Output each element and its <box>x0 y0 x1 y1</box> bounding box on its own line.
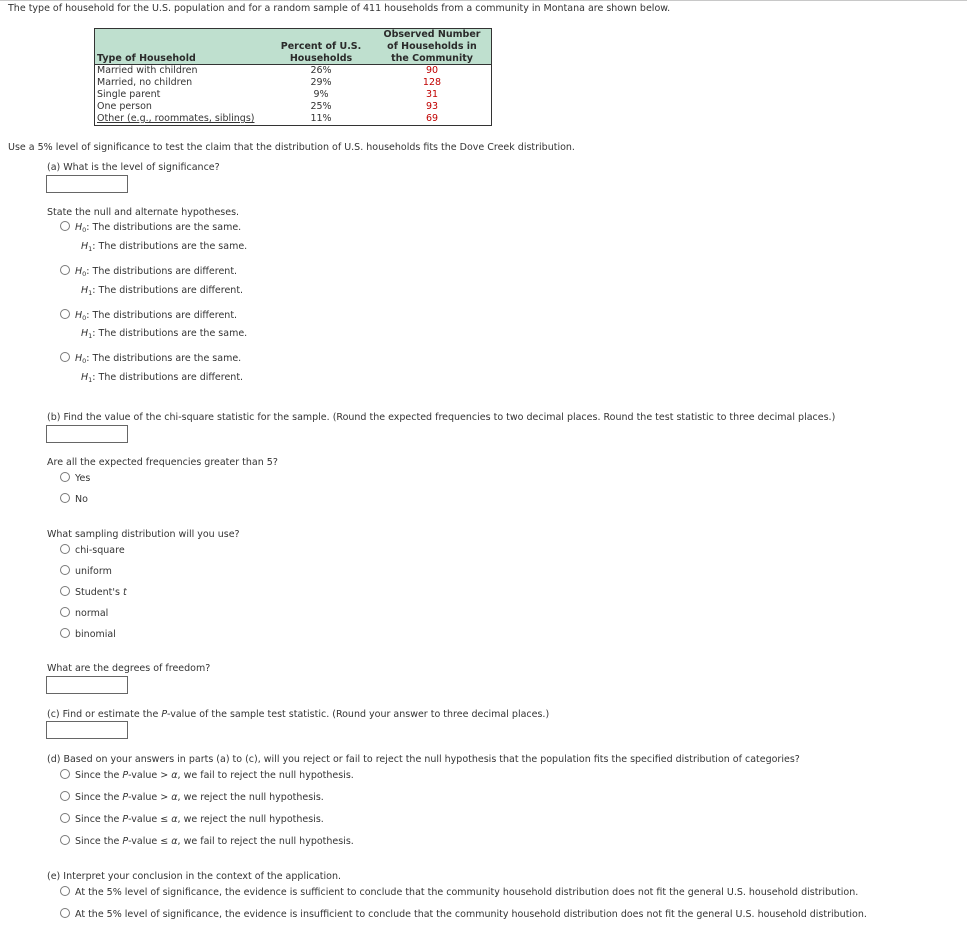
dist-uniform-label: uniform <box>75 566 112 577</box>
hypothesis-option-4-radio[interactable] <box>60 352 70 362</box>
h1-symbol: H <box>81 285 89 296</box>
interpretation-option-2-label: At the 5% level of significance, the evidence is insufficient to conclude that the community household distribution does not fit the general U.S. household distribution. <box>75 909 867 920</box>
h0-text: : The distributions are the same. <box>86 222 242 233</box>
interpretation-option-2-radio[interactable] <box>60 908 70 918</box>
dist-normal-label: normal <box>75 608 109 619</box>
significance-input[interactable] <box>46 175 128 193</box>
row-percent: 26% <box>310 65 332 76</box>
since-text: Since the <box>75 792 123 803</box>
interpretation-option-1-radio[interactable] <box>60 886 70 896</box>
value-text: -value <box>128 814 161 825</box>
header-percent-line2: Households <box>289 53 353 64</box>
dist-binomial-radio[interactable] <box>60 628 70 638</box>
row-percent: 25% <box>310 101 332 112</box>
alpha-symbol: α <box>171 770 178 781</box>
h0-symbol: H <box>75 266 83 277</box>
dist-binomial-label: binomial <box>75 629 116 640</box>
h0-symbol: H <box>75 353 83 364</box>
chi-square-input[interactable] <box>46 425 128 443</box>
row-observed: 128 <box>422 77 442 88</box>
hypothesis-option-1-h0 <box>75 222 241 234</box>
part-c-post: -value of the sample test statistic. (Round your answer to three decimal places.) <box>167 709 550 720</box>
decision-option-2-radio[interactable] <box>60 791 70 801</box>
p-symbol: P <box>122 792 129 803</box>
dist-uniform-radio[interactable] <box>60 565 70 575</box>
expected-frequencies-prompt: Are all the expected frequencies greater than 5? <box>47 457 278 468</box>
hypothesis-option-3-h0 <box>75 310 237 322</box>
table-row <box>95 65 491 77</box>
row-observed: 90 <box>425 65 439 76</box>
comparison-operator: ≤ <box>160 836 169 847</box>
since-text: Since the <box>75 836 123 847</box>
students-label: Student's <box>75 587 123 598</box>
p-symbol: P <box>122 814 129 825</box>
expected-yes-label: Yes <box>75 473 91 484</box>
decision-option-3-radio[interactable] <box>60 813 70 823</box>
h1-subscript: 1 <box>88 376 93 384</box>
alpha-symbol: α <box>171 814 178 825</box>
p-symbol: P <box>122 836 129 847</box>
comparison-operator: ≤ <box>160 814 169 825</box>
alpha-symbol: α <box>171 836 178 847</box>
comparison-operator: > <box>160 770 169 781</box>
part-d-question: (d) Based on your answers in parts (a) to (c), will you reject or fail to reject the null hypothesis that the population fits the specified distribution of categories? <box>47 754 800 765</box>
h0-subscript: 0 <box>82 270 87 278</box>
h1-symbol: H <box>81 372 89 383</box>
hypothesis-option-2-h0 <box>75 266 237 278</box>
interpretation-option-1-label: At the 5% level of significance, the evidence is sufficient to conclude that the community household distribution does not fit the general U.S. household distribution. <box>75 887 859 898</box>
decision-rest: , we reject the null hypothesis. <box>177 792 324 803</box>
table-row <box>95 101 491 113</box>
h1-text: : The distributions are the same. <box>92 328 248 339</box>
row-percent: 11% <box>310 113 332 124</box>
header-observed <box>377 29 487 65</box>
decision-option-2-label <box>75 792 324 803</box>
expected-no-radio[interactable] <box>60 493 70 503</box>
hypothesis-option-2-h1 <box>81 285 243 297</box>
hypothesis-option-4-h1 <box>81 372 243 384</box>
hypothesis-option-4-h0 <box>75 353 241 365</box>
p-value-input[interactable] <box>46 721 128 739</box>
table-row <box>95 89 491 101</box>
part-b-question: (b) Find the value of the chi-square statistic for the sample. (Round the expected frequencies to two decimal places. Round the test statistic to three decimal places.) <box>47 412 836 423</box>
h1-text: : The distributions are the same. <box>92 241 248 252</box>
top-divider <box>0 0 967 1</box>
dist-chi-square-radio[interactable] <box>60 544 70 554</box>
t-symbol: t <box>122 587 127 598</box>
h0-text: : The distributions are the same. <box>86 353 242 364</box>
h0-subscript: 0 <box>82 314 87 322</box>
part-a-question: (a) What is the level of significance? <box>47 162 220 173</box>
h0-subscript: 0 <box>82 357 87 365</box>
p-symbol: P <box>122 770 129 781</box>
h0-subscript: 0 <box>82 226 87 234</box>
h1-text: : The distributions are different. <box>92 285 244 296</box>
h0-symbol: H <box>75 310 83 321</box>
value-text: -value <box>128 770 161 781</box>
decision-rest: , we fail to reject the null hypothesis. <box>177 770 354 781</box>
part-e-question: (e) Interpret your conclusion in the context of the application. <box>47 871 341 882</box>
part-c-question <box>47 709 549 720</box>
header-percent-line1: Percent of U.S. <box>280 41 362 52</box>
header-observed-line1: Observed Number <box>383 29 481 40</box>
dist-chi-square-label: chi-square <box>75 545 125 556</box>
header-type: Type of Household <box>97 53 196 64</box>
hypothesis-option-2-radio[interactable] <box>60 265 70 275</box>
p-symbol: P <box>161 709 168 720</box>
dist-students-t-label <box>75 587 127 598</box>
expected-yes-radio[interactable] <box>60 472 70 482</box>
alpha-symbol: α <box>171 792 178 803</box>
decision-rest: , we fail to reject the null hypothesis. <box>177 836 354 847</box>
h1-subscript: 1 <box>88 332 93 340</box>
expected-no-label: No <box>75 494 88 505</box>
hypotheses-prompt: State the null and alternate hypotheses. <box>47 207 240 218</box>
part-c-pre: (c) Find or estimate the <box>47 709 162 720</box>
row-type: Married, no children <box>97 77 193 88</box>
h0-text: : The distributions are different. <box>86 310 238 321</box>
row-observed: 69 <box>425 113 439 124</box>
table-row <box>95 113 491 125</box>
decision-option-1-label <box>75 770 354 781</box>
since-text: Since the <box>75 770 123 781</box>
row-percent: 29% <box>310 77 332 88</box>
hypothesis-option-3-radio[interactable] <box>60 309 70 319</box>
row-type: Other (e.g., roommates, siblings) <box>97 113 255 124</box>
decision-option-4-label <box>75 836 354 847</box>
h1-symbol: H <box>81 328 89 339</box>
h1-text: : The distributions are different. <box>92 372 244 383</box>
row-percent: 9% <box>313 89 329 100</box>
header-observed-line2: of Households in <box>387 41 477 52</box>
row-type: One person <box>97 101 152 112</box>
problem-intro: The type of household for the U.S. population and for a random sample of 411 households from a community in Montana are shown below. <box>8 3 671 14</box>
hypothesis-option-3-h1 <box>81 328 247 340</box>
decision-option-3-label <box>75 814 324 825</box>
h1-subscript: 1 <box>88 289 93 297</box>
since-text: Since the <box>75 814 123 825</box>
decision-option-1-radio[interactable] <box>60 769 70 779</box>
household-table <box>94 28 492 126</box>
value-text: -value <box>128 792 161 803</box>
claim-text: Use a 5% level of significance to test the claim that the distribution of U.S. households fits the Dove Creek distribution. <box>8 142 575 153</box>
hypothesis-option-1-h1 <box>81 241 247 253</box>
distribution-prompt: What sampling distribution will you use? <box>47 529 240 540</box>
table-row <box>95 77 491 89</box>
row-type: Married with children <box>97 65 198 76</box>
value-text: -value <box>128 836 161 847</box>
dist-normal-radio[interactable] <box>60 607 70 617</box>
h1-symbol: H <box>81 241 89 252</box>
dist-students-t-radio[interactable] <box>60 586 70 596</box>
degrees-freedom-prompt: What are the degrees of freedom? <box>47 663 211 674</box>
h0-symbol: H <box>75 222 83 233</box>
row-type: Single parent <box>97 89 161 100</box>
header-observed-line3: the Community <box>391 53 473 64</box>
header-percent <box>276 41 366 65</box>
comparison-operator: > <box>160 792 169 803</box>
hypothesis-option-1-radio[interactable] <box>60 221 70 231</box>
row-observed: 93 <box>425 101 439 112</box>
degrees-freedom-input[interactable] <box>46 676 128 694</box>
decision-option-4-radio[interactable] <box>60 835 70 845</box>
decision-rest: , we reject the null hypothesis. <box>177 814 324 825</box>
h1-subscript: 1 <box>88 245 93 253</box>
h0-text: : The distributions are different. <box>86 266 238 277</box>
row-observed: 31 <box>425 89 439 100</box>
